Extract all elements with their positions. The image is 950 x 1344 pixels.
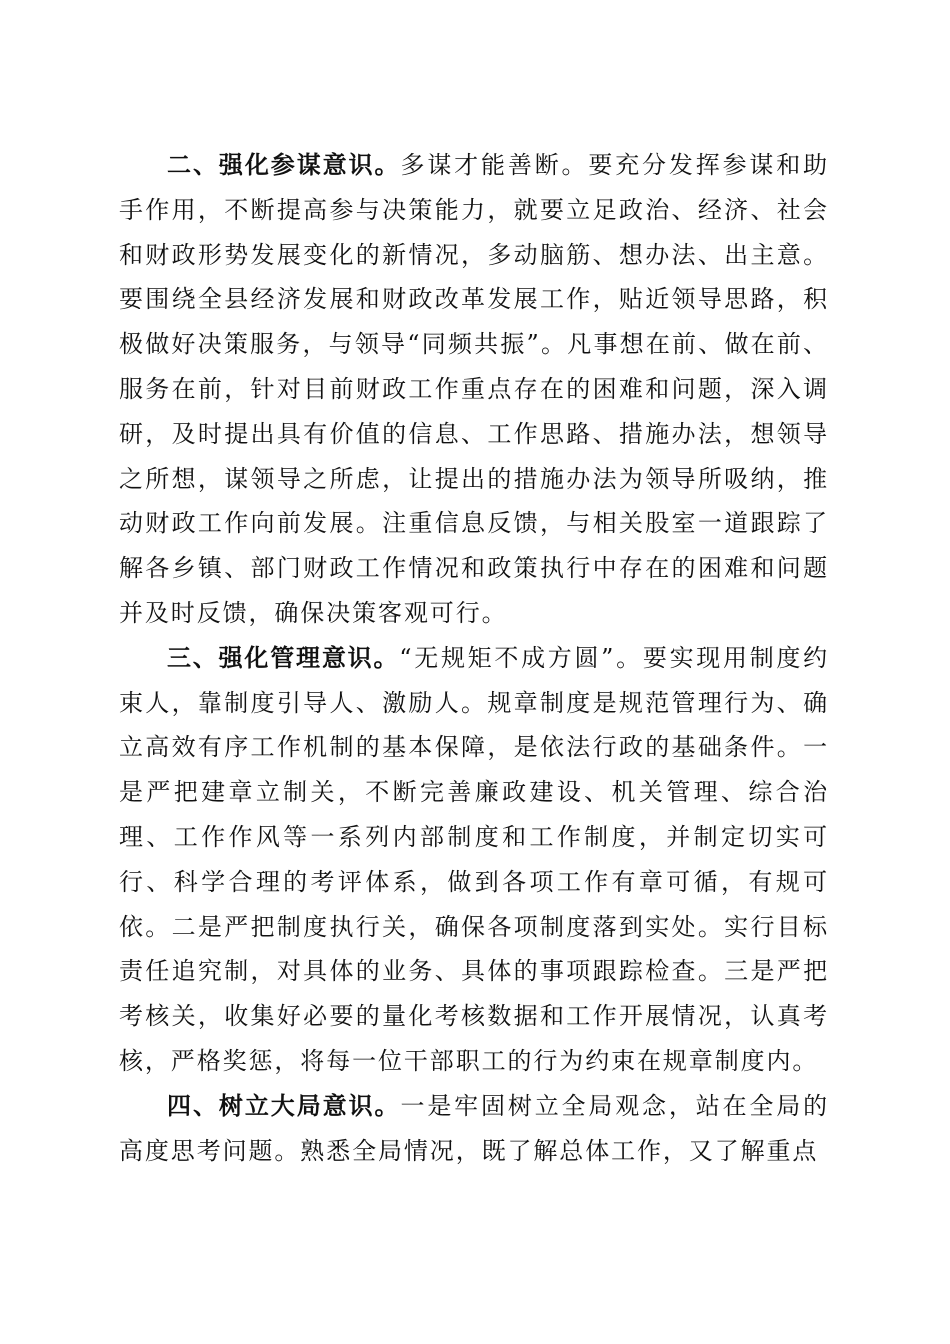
paragraph-heading: 二、强化参谋意识。 — [167, 151, 401, 179]
paragraph-strengthen-management — [119, 636, 829, 1084]
document-body — [119, 143, 829, 1173]
paragraph-text: 多谋才能善断。要充分发挥参谋和助手作用，不断提高参与决策能力，就要立足政治、经济、社会和财政形势发展变化的新情况，多动脑筋、想办法、出主意。要围绕全县经济发展和财政改革发展工作，贴近领导思路，积极做好决策服务，与领导“同频共振”。凡事想在前、做在前、服务在前，针对目前财政工作重点存在的困难和问题，深入调研，及时提出具有价值的信息、工作思路、措施办法，想领导之所想，谋领导之所虑，让提出的措施办法为领导所吸纳，推动财政工作向前发展。注重信息反馈，与相关股室一道跟踪了解各乡镇、部门财政工作情况和政策执行中存在的困难和问题并及时反馈，确保决策客观可行。 — [119, 151, 830, 627]
paragraph-strengthen-advisory — [119, 143, 829, 636]
paragraph-text: 一是牢固树立全局观念，站在全局的高度思考问题。熟悉全局情况，既了解总体工作，又了解重点 — [119, 1091, 830, 1165]
paragraph-heading: 四、树立大局意识。 — [167, 1091, 401, 1120]
paragraph-heading: 三、强化管理意识。 — [167, 643, 400, 672]
paragraph-establish-overall-view — [119, 1084, 829, 1174]
paragraph-text: “无规矩不成方圆”。要实现用制度约束人，靠制度引导人、激励人。规章制度是规范管理行为、确立高效有序工作机制的基本保障，是依法行政的基础条件。一是严把建章立制关，不断完善廉政建设、机关管理、综合治理、工作作风等一系列内部制度和工作制度，并制定切实可行、科学合理的考评体系，做到各项工作有章可循，有规可依。二是严把制度执行关，确保各项制度落到实处。实行目标责任追究制，对具体的业务、具体的事项跟踪检查。三是严把考核关，收集好必要的量化考核数据和工作开展情况，认真考核，严格奖惩，将每一位干部职工的行为约束在规章制度内。 — [119, 643, 830, 1075]
